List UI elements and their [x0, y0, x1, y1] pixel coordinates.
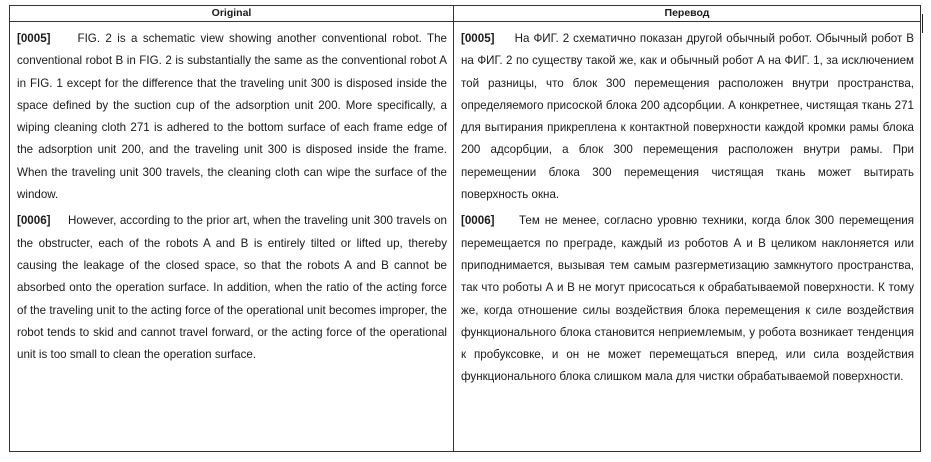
- header-original: Original: [10, 6, 454, 21]
- paragraph-0006-original: [17, 210, 447, 366]
- paragraph-text: На ФИГ. 2 схематично показан другой обычный робот. Обычный робот В на ФИГ. 2 по существу такой же, как и обычный робот А на ФИГ. 1, за исключением той разницы, что блок 300 перемещения расположен внутри пространства, определяемого присоской блока 200 адсорбции. А конкретнее, чистящая ткань 271 для вытирания прикреплена к контактной поверхности каждой кромки рамы блока 200 адсорбции, а блок 300 перемещения расположен внутри рамы. При перемещении блока 300 перемещения чистящая ткань может вытирать поверхность окна.: [461, 32, 914, 202]
- paragraph-text: Тем не менее, согласно уровню техники, когда блок 300 перемещения перемещается по преграде, каждый из роботов А и В целиком наклоняется или приподнимается, вызывая тем самым разгерметизацию замкнутого пространства, так что роботы А и В не могут присосаться к обрабатываемой поверхности. К тому же, когда отношение силы воздействия блока перемещения к силе воздействия функционального блока становится неприемлемым, у робота возникает тенденция к пробуксовке, и он не может перемещаться вперед, или сила воздействия функционального блока слишком мала для чистки обрабатываемой поверхности.: [461, 214, 914, 384]
- paragraph-number: [0006]: [461, 214, 495, 228]
- translation-table: [9, 5, 921, 452]
- text-cursor: [922, 14, 923, 33]
- header-translation: Перевод: [664, 7, 710, 19]
- paragraph-number: [0006]: [17, 214, 51, 228]
- translation-cell[interactable]: [454, 22, 920, 451]
- paragraph-text: FIG. 2 is a schematic view showing another conventional robot. The conventional robot B in FIG. 2 is substantially the same as the conventional robot A in FIG. 1 except for the difference that the traveling unit 300 is disposed inside the space defined by the suction cup of the adsorption unit 200. More specifically, a wiping cleaning cloth 271 is adhered to the bottom surface of each frame edge of the adsorption unit 200, and the traveling unit 300 is disposed inside the frame. When the traveling unit 300 travels, the cleaning cloth can wipe the surface of the window.: [17, 32, 448, 202]
- paragraph-text: However, according to the prior art, when the traveling unit 300 travels on the obstructer, each of the robots A and B is entirely tilted or lifted up, thereby causing the leakage of the closed space, so that the robots A and B cannot be absorbed onto the operation surface. In addition, when the ratio of the acting force of the traveling unit to the acting force of the operational unit becomes improper, the robot tends to skid and cannot travel forward, or the acting force of the operational unit is too small to clean the operation surface.: [17, 214, 448, 362]
- paragraph-0006-translation: [461, 210, 914, 388]
- paragraph-number: [0005]: [17, 32, 51, 45]
- paragraph-0005-translation: [461, 28, 914, 206]
- paragraph-0005-original: [17, 28, 447, 206]
- table-header-row: [10, 6, 920, 22]
- original-cell[interactable]: [10, 22, 454, 451]
- paragraph-number: [0005]: [461, 32, 495, 45]
- table-body-row: [10, 22, 920, 451]
